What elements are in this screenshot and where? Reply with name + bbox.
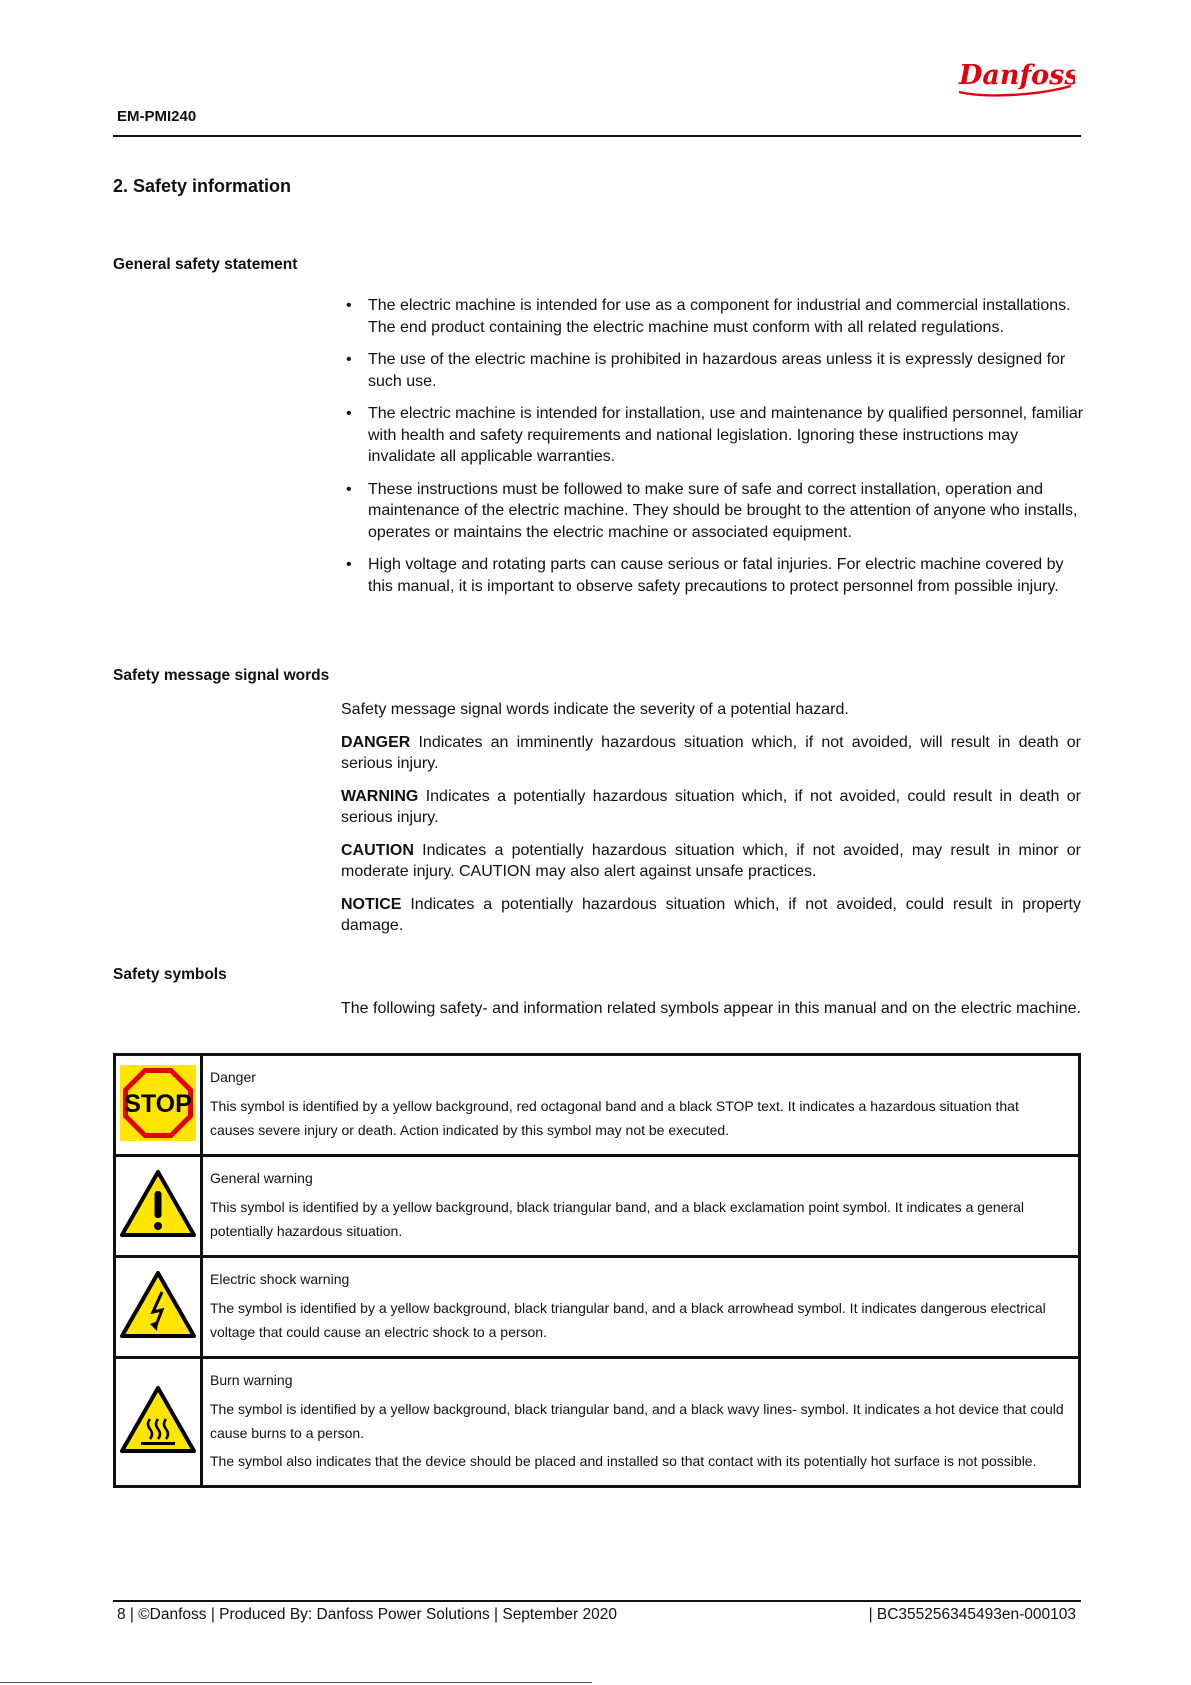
bullet-item: • These instructions must be followed to make sure of safe and correct installation, operation and maintenance of the electric machine. They should be brought to the attention of anyone who installs, operates or maintains the electric machine or associated equipment. <box>346 480 1078 541</box>
section-title: 2. Safety information <box>113 176 292 196</box>
symbol-title: Danger <box>210 1069 256 1085</box>
bullet-item: • The electric machine is intended for installation, use and maintenance by qualified personnel, familiar with health and safety requirements and national legislation. Ignoring these instructions may invalidate all applicable warranties. <box>346 405 1084 465</box>
symbol-description: This symbol is identified by a yellow background, black triangular band, and a black exclamation point symbol. It indicates a general potentially hazardous situation. <box>210 1199 1024 1239</box>
bullet-item: • The use of the electric machine is prohibited in hazardous areas unless it is expressly designed for such use. <box>346 351 1066 390</box>
symbol-description: The symbol is identified by a yellow background, black triangular band, and a black arrowhead symbol. It indicates dangerous electrical voltage that could cause an electric shock to a person. <box>210 1300 1046 1340</box>
safety-symbols-heading: Safety symbols <box>113 966 227 983</box>
page-edge-line <box>0 1682 592 1683</box>
bullet-item: • High voltage and rotating parts can cause serious or fatal injuries. For electric machine covered by this manual, it is important to observe safety precautions to protect personnel from possible injury. <box>346 556 1064 595</box>
symbol-title: General warning <box>210 1170 313 1186</box>
document-id: EM-PMI240 <box>117 108 197 125</box>
symbol-icon-cell <box>115 1156 202 1257</box>
symbol-text-cell <box>202 1257 1080 1358</box>
symbol-title: Electric shock warning <box>210 1271 350 1287</box>
symbol-icon-cell <box>115 1257 202 1358</box>
general-safety-heading: General safety statement <box>113 256 298 273</box>
bullet-dot-icon: • <box>346 480 352 498</box>
bullet-dot-icon: • <box>346 351 352 368</box>
symbol-title: Burn warning <box>210 1372 293 1388</box>
bullet-dot-icon: • <box>346 556 352 573</box>
danfoss-logo <box>955 50 1075 100</box>
symbol-text-cell <box>202 1358 1080 1487</box>
footer-left: 8 | ©Danfoss | Produced By: Danfoss Power Solutions | September 2020 <box>117 1606 617 1623</box>
signal-word-danger: DANGER Indicates an imminently hazardous situation which, if not avoided, will result in death or serious injury. <box>341 733 1081 772</box>
bullet-dot-icon: • <box>346 405 352 422</box>
svg-text:STOP: STOP <box>124 1089 192 1118</box>
signal-word-warning: WARNING Indicates a potentially hazardous situation which, if not avoided, could result in death or serious injury. <box>341 787 1081 826</box>
header-divider <box>113 135 1081 137</box>
symbol-description-extra: The symbol also indicates that the device should be placed and installed so that contact with its potentially hot surface is not possible. <box>210 1453 1037 1469</box>
footer-divider <box>113 1600 1081 1602</box>
signal-word-caution: CAUTION Indicates a potentially hazardous situation which, if not avoided, may result in minor or moderate injury. CAUTION may also alert against unsafe practices. <box>341 841 1081 880</box>
stop-sign-icon <box>120 1065 196 1141</box>
signal-words-block <box>341 699 1081 948</box>
signal-words-intro: Safety message signal words indicate the severity of a potential hazard. <box>341 701 849 718</box>
electric-shock-warning-icon <box>119 1270 197 1340</box>
general-safety-list <box>341 295 1086 608</box>
bullet-dot-icon: • <box>346 297 352 314</box>
footer-right: | BC355256345493en-000103 <box>868 1606 1076 1623</box>
signal-word-notice: NOTICE Indicates a potentially hazardous situation which, if not avoided, could result in property damage. <box>341 895 1081 934</box>
symbol-icon-cell <box>115 1055 202 1156</box>
brand-wordmark: Danfoss <box>959 60 1075 91</box>
table-row <box>115 1257 1080 1358</box>
symbol-description: The symbol is identified by a yellow background, black triangular band, and a black wavy lines- symbol. It indicates a hot device that could cause burns to a person. <box>210 1401 1064 1441</box>
symbol-text-cell <box>202 1156 1080 1257</box>
safety-symbols-intro: The following safety- and information related symbols appear in this manual and on the electric machine. <box>341 1000 1081 1017</box>
safety-symbols-table <box>113 1053 1081 1488</box>
table-row <box>115 1055 1080 1156</box>
symbol-description: This symbol is identified by a yellow background, red octagonal band and a black STOP text. It indicates a hazardous situation that causes severe injury or death. Action indicated by this symbol may not be executed. <box>210 1098 1019 1138</box>
signal-words-heading: Safety message signal words <box>113 667 330 684</box>
hot-surface-warning-icon <box>119 1385 197 1455</box>
symbol-text-cell <box>202 1055 1080 1156</box>
bullet-item: • The electric machine is intended for use as a component for industrial and commercial installations. The end product containing the electric machine must conform with all related regulations. <box>346 297 1071 336</box>
table-row <box>115 1156 1080 1257</box>
exclamation-warning-icon <box>119 1169 197 1239</box>
symbol-icon-cell <box>115 1358 202 1487</box>
table-row <box>115 1358 1080 1487</box>
